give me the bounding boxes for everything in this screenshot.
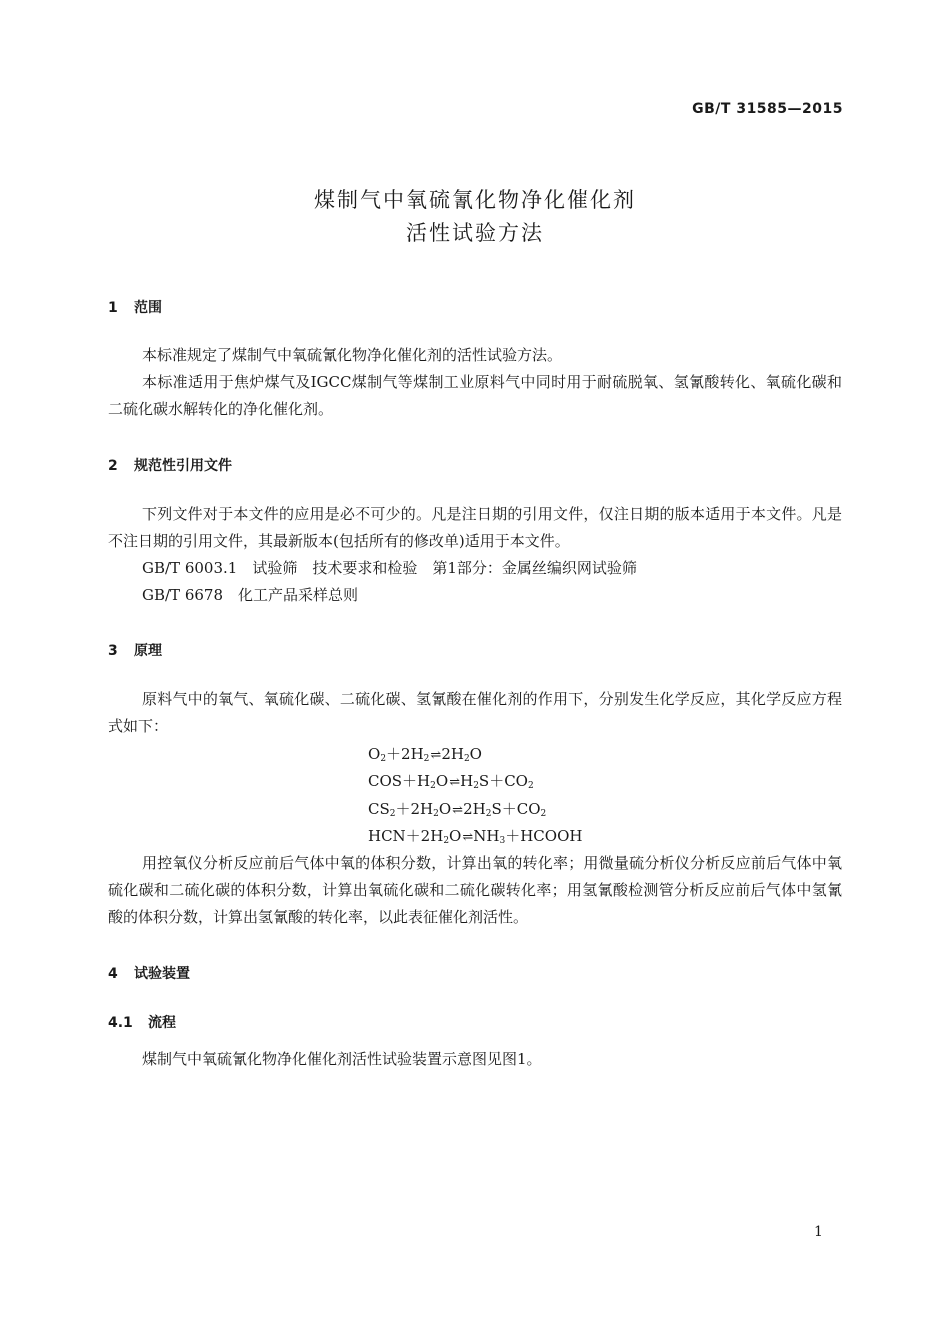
subsection-number: 4.1 (108, 1015, 133, 1031)
section-number: 3 (108, 643, 118, 659)
section-number: 2 (108, 458, 118, 474)
section-3-heading (108, 640, 162, 660)
equation-cs2: $CS_2+2H_2O\rightleftharpoons 2H_2S+CO_2$ (368, 796, 546, 828)
document-title-line2: 活性试验方法 (406, 221, 544, 245)
equation-hcn: $HCN+2H_2O\rightleftharpoons NH_3+HCOOH$ (368, 823, 582, 855)
section-number: 1 (108, 300, 118, 316)
section-title: 原理 (134, 643, 162, 659)
document-title-line1: 煤制气中氧硫氰化物净化催化剂 (314, 188, 636, 212)
standard-number: GB/T 31585—2015 (692, 101, 843, 117)
section-4-heading (108, 963, 190, 983)
equation-oxygen: $O_2+2H_2\rightleftharpoons 2H_2O$ (368, 741, 482, 773)
section-number: 4 (108, 966, 118, 982)
section-4-1-heading (108, 1012, 176, 1032)
section-1-heading (108, 297, 162, 317)
equation-cos: $COS+H_2O\rightleftharpoons H_2S+CO_2$ (368, 768, 534, 800)
section-title: 规范性引用文件 (134, 458, 232, 474)
subsection-title: 流程 (148, 1015, 176, 1031)
normative-reference: GB/T 6003.1 试验筛 技术要求和检验 第1部分：金属丝编织网试验筛 (142, 559, 637, 577)
section-title: 试验装置 (134, 966, 190, 982)
section-4-1-paragraph-1: 煤制气中氧硫氰化物净化催化剂活性试验装置示意图见图1。 (142, 1050, 542, 1068)
section-1-paragraph-1: 本标准规定了煤制气中氧硫氰化物净化催化剂的活性试验方法。 (142, 346, 563, 364)
section-title: 范围 (134, 300, 162, 316)
equilibrium-arrow-icon: ⇌ (452, 803, 463, 818)
section-2-heading (108, 455, 232, 475)
equilibrium-arrow-icon: ⇌ (430, 748, 441, 763)
equilibrium-arrow-icon: ⇌ (449, 775, 460, 790)
section-3-paragraph-2: 用控氧仪分析反应前后气体中氧的体积分数，计算出氧的转化率；用微量硫分析仪分析反应前后气体中氧硫化碳和二硫化碳的体积分数，计算出氧硫化碳和二硫化碳转化率；用氢氰酸检测管分析反应前后气体中氢氰酸的体积分数，计算出氢氰酸的转化率，以此表征催化剂活性。 (108, 854, 842, 926)
section-3-paragraph-1: 原料气中的氧气、氧硫化碳、二硫化碳、氢氰酸在催化剂的作用下，分别发生化学反应，其化学反应方程式如下： (108, 690, 842, 735)
section-1-paragraph-2: 本标准适用于焦炉煤气及IGCC煤制气等煤制工业原料气中同时用于耐硫脱氧、氢氰酸转化、氧硫化碳和二硫化碳水解转化的净化催化剂。 (108, 373, 842, 418)
section-2-paragraph-1: 下列文件对于本文件的应用是必不可少的。凡是注日期的引用文件，仅注日期的版本适用于本文件。凡是不注日期的引用文件，其最新版本(包括所有的修改单)适用于本文件。 (108, 505, 842, 550)
page-number: 1 (814, 1224, 823, 1240)
normative-reference: GB/T 6678 化工产品采样总则 (142, 586, 359, 604)
equilibrium-arrow-icon: ⇌ (462, 830, 473, 845)
